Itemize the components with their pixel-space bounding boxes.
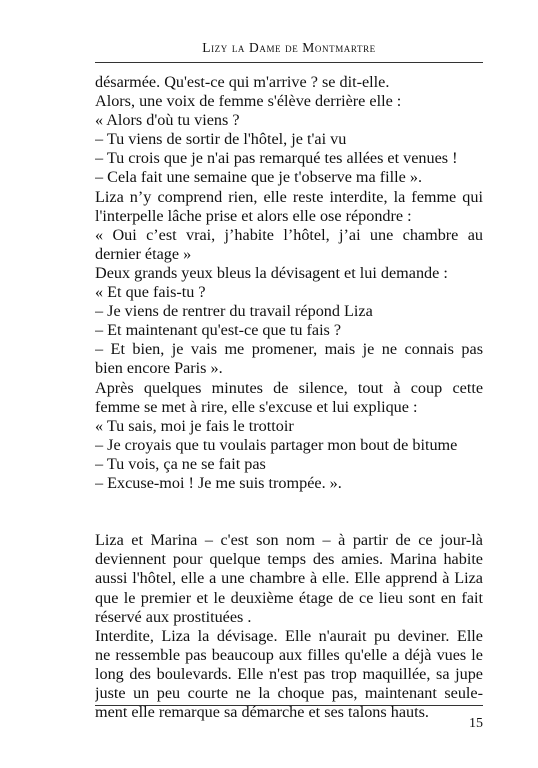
- text-line: – Cela fait une semaine que je t'observe ma fille ».: [95, 168, 422, 187]
- text-line: – Et bien, je vais me promener, mais je ne connais pas: [95, 340, 483, 359]
- text-line: juste un peu courte ne la choque pas, maintenant seule-: [95, 684, 483, 702]
- blank-line: [95, 493, 483, 512]
- text-line: Alors, une voix de femme s'élève derrière elle :: [95, 92, 402, 111]
- text-line: long des boulevards. Elle n'est pas trop maquillée, sa jupe: [95, 664, 483, 683]
- text-line: ment elle remarque sa démarche et ses talons hauts.: [95, 703, 429, 722]
- text-line: Deux grands yeux bleus la dévisagent et lui demande :: [95, 263, 448, 282]
- text-line: – Tu viens de sortir de l'hôtel, je t'ai vu: [95, 130, 347, 149]
- text-line: – Excuse-moi ! Je me suis trompée. ».: [95, 473, 342, 492]
- footer-rule: [95, 705, 483, 706]
- text-line: « Oui c’est vrai, j’habite l’hôtel, j’ai une chambre au: [95, 225, 483, 244]
- text-line: deviennent pour quelque temps des amies. Marina habite: [95, 550, 483, 569]
- text-line: « Tu sais, moi je fais le trottoir: [95, 416, 294, 435]
- text-line: réservé aux prostituées .: [95, 607, 252, 626]
- page-number: 15: [469, 716, 483, 731]
- text-line: – Tu vois, ça ne se fait pas: [95, 454, 266, 473]
- header-rule: [95, 62, 483, 63]
- text-line: Liza et Marina – c'est son nom – à partir de ce jour-là: [95, 531, 483, 550]
- text-line: que le premier et le deuxième étage de ce lieu sont en fait: [95, 588, 483, 607]
- text-line: l'interpelle lâche prise et alors elle ose répondre :: [95, 206, 412, 225]
- text-line: aussi l'hôtel, elle a une chambre à elle. Elle apprend à Liza: [95, 569, 483, 588]
- text-line: bien encore Paris ».: [95, 359, 223, 378]
- text-line: femme se met à rire, elle s'excuse et lui explique :: [95, 397, 418, 416]
- running-header-title: Lizy la Dame de Montmartre: [202, 40, 376, 55]
- text-line: – Je croyais que tu voulais partager mon bout de bitume: [95, 435, 458, 454]
- text-line: Après quelques minutes de silence, tout à coup cette: [95, 378, 483, 397]
- text-line: Interdite, Liza la dévisage. Elle n'aurait pu deviner. Elle: [95, 626, 483, 645]
- text-line: dernier étage »: [95, 244, 192, 263]
- blank-line: [95, 512, 483, 531]
- text-line: Liza n’y comprend rien, elle reste interdite, la femme qui: [95, 187, 483, 206]
- body-text: [95, 73, 483, 722]
- text-line: – Je viens de rentrer du travail répond Liza: [95, 302, 373, 321]
- text-line: désarmée. Qu'est-ce qui m'arrive ? se dit-elle.: [95, 73, 390, 91]
- text-line: – Tu crois que je n'ai pas remarqué tes allées et venues !: [95, 149, 458, 168]
- text-line: – Et maintenant qu'est-ce que tu fais ?: [95, 321, 342, 340]
- text-line: « Alors d'où tu viens ?: [95, 111, 240, 130]
- text-line: « Et que fais-tu ?: [95, 283, 206, 302]
- text-line: ne ressemble pas beaucoup aux filles qu'elle a déjà vues le: [95, 645, 483, 664]
